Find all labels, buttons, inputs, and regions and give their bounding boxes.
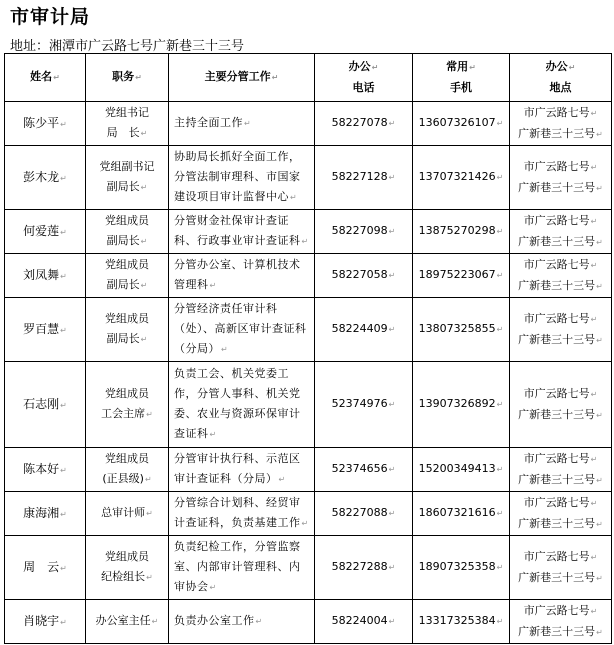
cell-office-phone: 58227088↵ — [315, 492, 413, 536]
cell-office-location: 市广云路七号↵ 广新巷三十三号↵ — [510, 536, 612, 600]
page-title: 市审计局 — [10, 6, 91, 28]
cell-mobile: 13607326107↵ — [413, 102, 510, 146]
header-name: 姓名↵ — [5, 54, 86, 102]
cell-name: 石志刚↵ — [5, 362, 86, 448]
cell-name: 陈少平↵ — [5, 102, 86, 146]
cell-position: 党组成员 副局长↵ — [86, 254, 169, 298]
table-row — [5, 492, 612, 536]
staff-table — [4, 53, 612, 644]
cell-office-phone: 58227058↵ — [315, 254, 413, 298]
cell-mobile: 18607321616↵ — [413, 492, 510, 536]
cell-mobile: 13317325384↵ — [413, 600, 510, 644]
header-duties: 主要分管工作↵ — [169, 54, 315, 102]
table-row — [5, 600, 612, 644]
cell-mobile: 13907326892↵ — [413, 362, 510, 448]
table-row — [5, 210, 612, 254]
cell-duties: 分管办公室、计算机技术管理科↵ — [169, 254, 315, 298]
cell-office-location: 市广云路七号↵ 广新巷三十三号↵ — [510, 102, 612, 146]
cell-name: 康海湘↵ — [5, 492, 86, 536]
cell-duties: 负责办公室工作↵ — [169, 600, 315, 644]
cell-position: 党组成员 副局长↵ — [86, 210, 169, 254]
cell-office-phone: 58227288↵ — [315, 536, 413, 600]
cell-duties: 分管综合计划科、经贸审计查证科，负责基建工作↵ — [169, 492, 315, 536]
table-row — [5, 254, 612, 298]
cell-office-location: 市广云路七号↵ 广新巷三十三号↵ — [510, 362, 612, 448]
header-row — [5, 54, 612, 102]
cell-position: 党组成员 纪检组长↵ — [86, 536, 169, 600]
cell-mobile: 18907325358↵ — [413, 536, 510, 600]
header-office-phone: 办公↵ 电话 — [315, 54, 413, 102]
cell-duties: 分管经济责任审计科（处）、高新区审计查证科（分局）↵ — [169, 298, 315, 362]
table-row — [5, 146, 612, 210]
header-position: 职务↵ — [86, 54, 169, 102]
cell-position: 总审计师↵ — [86, 492, 169, 536]
cell-name: 周 云↵ — [5, 536, 86, 600]
address-line: 地址：湘潭市广云路七号广新巷三十三号 — [10, 39, 245, 54]
cell-office-location: 市广云路七号↵ 广新巷三十三号↵ — [510, 146, 612, 210]
cell-position: 党组书记 局 长↵ — [86, 102, 169, 146]
table-row — [5, 362, 612, 448]
table-row — [5, 448, 612, 492]
cell-office-location: 市广云路七号↵ 广新巷三十三号↵ — [510, 492, 612, 536]
cell-office-phone: 58227098↵ — [315, 210, 413, 254]
table-row — [5, 536, 612, 600]
cell-mobile: 13875270298↵ — [413, 210, 510, 254]
cell-office-location: 市广云路七号↵ 广新巷三十三号↵ — [510, 600, 612, 644]
cell-name: 何爱莲↵ — [5, 210, 86, 254]
table-row — [5, 298, 612, 362]
header-mobile: 常用↵ 手机 — [413, 54, 510, 102]
cell-duties: 协助局长抓好全面工作，分管法制审理科、市国家建设项目审计监督中心↵ — [169, 146, 315, 210]
cell-office-phone: 52374976↵ — [315, 362, 413, 448]
cell-duties: 分管审计执行科、示范区审计查证科（分局）↵ — [169, 448, 315, 492]
cell-office-phone: 58227078↵ — [315, 102, 413, 146]
header-office-location: 办公↵ 地点 — [510, 54, 612, 102]
cell-name: 肖晓宇↵ — [5, 600, 86, 644]
cell-mobile: 13807325855↵ — [413, 298, 510, 362]
cell-name: 彭木龙↵ — [5, 146, 86, 210]
cell-name: 陈本好↵ — [5, 448, 86, 492]
cell-office-location: 市广云路七号↵ 广新巷三十三号↵ — [510, 448, 612, 492]
cell-office-phone: 58227128↵ — [315, 146, 413, 210]
cell-position: 党组成员 副局长↵ — [86, 298, 169, 362]
cell-office-location: 市广云路七号↵ 广新巷三十三号↵ — [510, 298, 612, 362]
cell-office-phone: 58224004↵ — [315, 600, 413, 644]
cell-position: 党组副书记 副局长↵ — [86, 146, 169, 210]
cell-position: 办公室主任↵ — [86, 600, 169, 644]
table-row — [5, 102, 612, 146]
cell-office-phone: 58224409↵ — [315, 298, 413, 362]
cell-position: 党组成员 工会主席↵ — [86, 362, 169, 448]
cell-name: 刘凤舞↵ — [5, 254, 86, 298]
cell-position: 党组成员 (正县级)↵ — [86, 448, 169, 492]
cell-mobile: 18975223067↵ — [413, 254, 510, 298]
cell-mobile: 13707321426↵ — [413, 146, 510, 210]
cell-office-phone: 52374656↵ — [315, 448, 413, 492]
cell-name: 罗百慧↵ — [5, 298, 86, 362]
cell-office-location: 市广云路七号↵ 广新巷三十三号↵ — [510, 254, 612, 298]
cell-duties: 分管财金社保审计查证科、行政事业审计查证科↵ — [169, 210, 315, 254]
cell-duties: 主持全面工作↵ — [169, 102, 315, 146]
cell-mobile: 15200349413↵ — [413, 448, 510, 492]
cell-duties: 负责工会、机关党委工作，分管人事科、机关党委、农业与资源环保审计查证科↵ — [169, 362, 315, 448]
cell-office-location: 市广云路七号↵ 广新巷三十三号↵ — [510, 210, 612, 254]
cell-duties: 负责纪检工作，分管监察室、内部审计管理科、内审协会↵ — [169, 536, 315, 600]
